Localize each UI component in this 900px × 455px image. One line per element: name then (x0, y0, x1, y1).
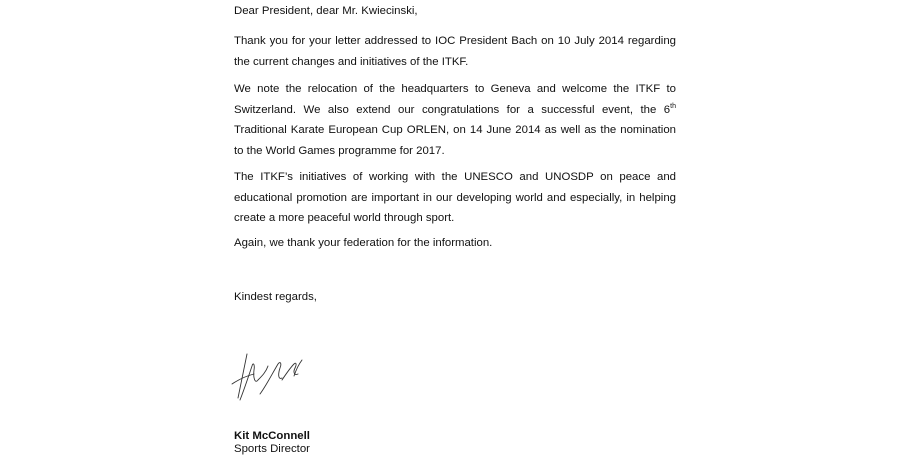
closing-regards: Kindest regards, (234, 291, 317, 303)
paragraph-thank-you: Thank you for your letter addressed to IOC President Bach on 10 July 2014 regarding the current changes and initiatives of the ITKF. (234, 35, 676, 68)
signatory-name: Kit McConnell (234, 430, 310, 442)
signatory-title: Sports Director (234, 443, 310, 455)
signature-stroke-1 (238, 354, 247, 398)
paragraph-thanks-again: Again, we thank your federation for the information. (234, 237, 493, 249)
paragraph-relocation-text-b: Traditional Karate European Cup ORLEN, on 14 June 2014 as well as the nomination to the World Games programme for 2017. (234, 124, 676, 157)
ordinal-superscript: th (670, 102, 676, 110)
paragraph-relocation (234, 79, 676, 161)
paragraph-relocation-text-a: We note the relocation of the headquarters to Geneva and welcome the ITKF to Switzerland. We also extend our congratulations for a successful event, the 6 (234, 83, 676, 116)
salutation: Dear President, dear Mr. Kwiecinski, (234, 5, 418, 17)
signature-stroke-4 (260, 363, 282, 394)
handwritten-signature (228, 350, 304, 402)
paragraph-initiatives: The ITKF’s initiatives of working with the UNESCO and UNOSDP on peace and educational promotion are important in our developing world and especially, in helping create a more peaceful world through sport. (234, 171, 676, 224)
